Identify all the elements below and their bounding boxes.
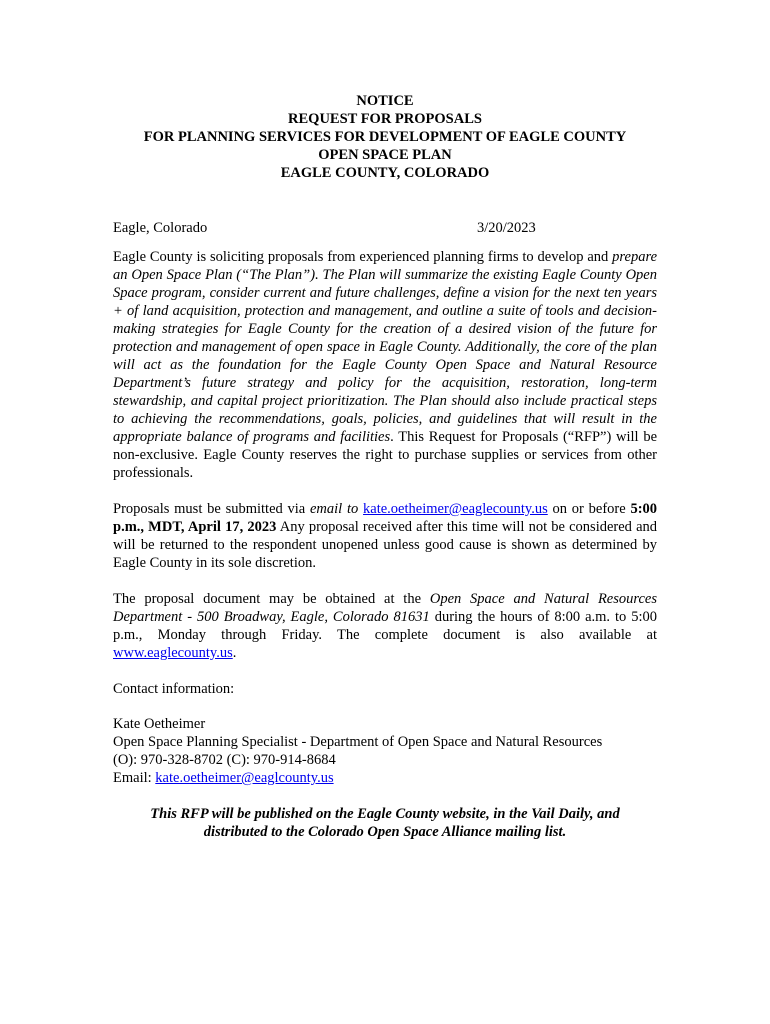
contact-email-line bbox=[113, 769, 657, 787]
document-paragraph bbox=[113, 590, 657, 662]
contact-email-label: Email: bbox=[113, 770, 152, 786]
notice-document bbox=[113, 92, 657, 841]
heading-planning-services: FOR PLANNING SERVICES FOR DEVELOPMENT OF EAGLE COUNTY bbox=[143, 129, 627, 145]
heading-rfp: REQUEST FOR PROPOSALS bbox=[288, 111, 482, 127]
contact-name: Kate Oetheimer bbox=[113, 716, 206, 732]
notice-heading bbox=[113, 92, 657, 182]
contact-email-link[interactable]: kate.oetheimer@eaglcounty.us bbox=[155, 770, 334, 786]
publication-note-line2: distributed to the Colorado Open Space Alliance mailing list. bbox=[203, 824, 567, 840]
dateline-date: 3/20/2023 bbox=[477, 220, 536, 236]
submission-lead: Proposals must be submitted via bbox=[113, 501, 306, 517]
document-tail: . bbox=[232, 645, 237, 661]
intro-lead: Eagle County is soliciting proposals from experienced planning firms to develop and bbox=[113, 249, 609, 265]
submission-paragraph bbox=[113, 500, 657, 572]
contact-block bbox=[113, 715, 657, 787]
publication-note bbox=[113, 805, 657, 841]
dateline bbox=[113, 219, 657, 237]
intro-tail: . This Request for Proposals (“RFP”) will be non-exclusive. Eagle County reserves the right to purchase supplies or services from other professionals. bbox=[113, 429, 657, 481]
submission-email-link[interactable]: kate.oetheimer@eaglecounty.us bbox=[363, 501, 548, 517]
website-link[interactable]: www.eaglecounty.us bbox=[113, 645, 233, 661]
document-location: Open Space and Natural Resources Department - 500 Broadway, Eagle, Colorado 81631 bbox=[113, 591, 658, 625]
heading-county: EAGLE COUNTY, COLORADO bbox=[280, 165, 490, 181]
intro-plan-description: prepare an Open Space Plan (“The Plan”). The Plan will summarize the existing Eagle County Open Space program, consider current and future challenges, define a vision for the next ten years + of land acquisition, protection and management, and outline a suite of tools and decision-making strategies for Eagle County for the creation of a desired vision of the future for protection and management of open space in Eagle County. Additionally, the core of the plan will act as the foundation for the Eagle County Open Space and Natural Resource Department’s future strategy and policy for the acquisition, restoration, long-term stewardship, and capital project prioritization. The Plan should also include practical steps to achieving the recommendations, goals, policies, and guidelines that will result in the appropriate balance of programs and facilities bbox=[113, 249, 658, 445]
dateline-place: Eagle, Colorado bbox=[113, 220, 208, 236]
submission-via: email to bbox=[310, 501, 359, 517]
document-lead: The proposal document may be obtained at the bbox=[113, 591, 422, 607]
heading-open-space-plan: OPEN SPACE PLAN bbox=[318, 147, 452, 163]
submission-deadline: 5:00 p.m., MDT, April 17, 2023 bbox=[113, 501, 658, 535]
contact-phones: (O): 970-328-8702 (C): 970-914-8684 bbox=[113, 752, 336, 768]
submission-tail: Any proposal received after this time will not be considered and will be returned to the respondent unopened unless good cause is shown as determined by Eagle County in its sole discretion. bbox=[113, 519, 658, 571]
contact-label: Contact information: bbox=[113, 681, 235, 697]
publication-note-line1: This RFP will be published on the Eagle County website, in the Vail Daily, and bbox=[150, 806, 620, 822]
intro-paragraph bbox=[113, 248, 657, 482]
contact-title: Open Space Planning Specialist - Department of Open Space and Natural Resources bbox=[113, 734, 603, 750]
submission-after-email: on or before bbox=[552, 501, 626, 517]
document-middle: during the hours of 8:00 a.m. to 5:00 p.m., Monday through Friday. The complete document is also available at bbox=[113, 609, 658, 643]
heading-notice: NOTICE bbox=[356, 93, 414, 109]
